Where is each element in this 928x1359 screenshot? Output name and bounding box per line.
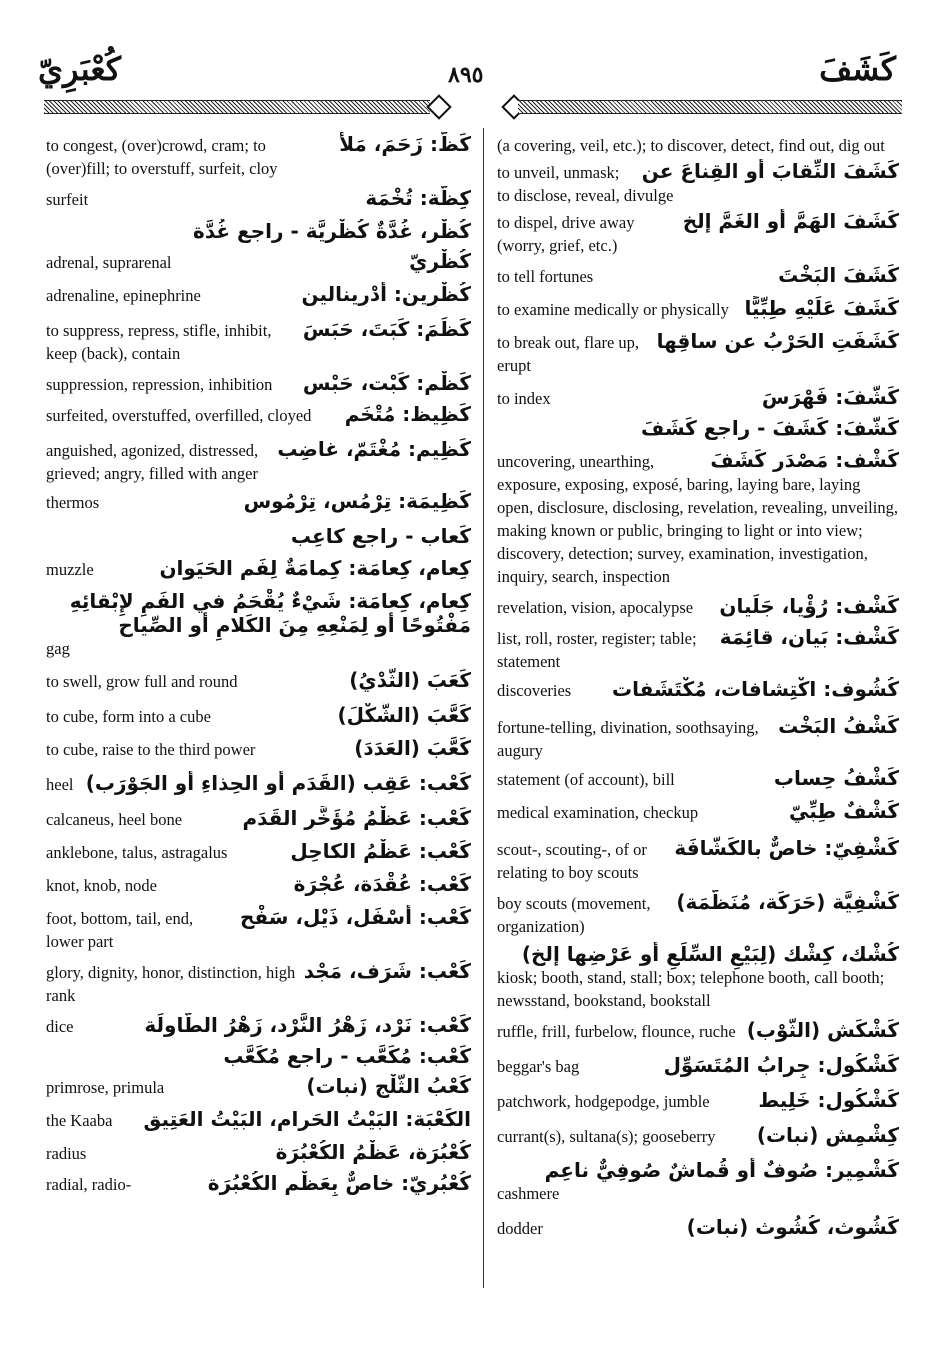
english-definition: (a covering, veil, etc.); to discover, detect, find out, dig out: [497, 136, 885, 155]
english-definition: beggar's bag: [497, 1057, 580, 1076]
arabic-headword: كَظْم: كَبْت، حَبْس: [302, 371, 471, 395]
arabic-headword: كَظِيظ: مُتْخَم: [344, 402, 471, 426]
dictionary-entry: [46, 736, 471, 761]
english-definition: radial, radio-: [46, 1175, 132, 1194]
dictionary-entry: [46, 806, 471, 831]
dictionary-entry: [46, 1171, 471, 1196]
column-divider: [483, 128, 484, 1288]
dictionary-entry: [497, 890, 899, 938]
english-definition: cashmere: [497, 1184, 560, 1203]
arabic-headword: كُعْبُرَة، عَظْمُ الكُعْبُرَة: [275, 1140, 471, 1164]
english-definition: glory, dignity, honor, distinction, high rank: [46, 963, 296, 1005]
english-definition: to break out, flare up, erupt: [497, 333, 640, 375]
arabic-headword: كَشْفِيّ: خاصٌّ بالكَشّافَة: [674, 836, 899, 860]
arabic-headword: كَشَفَ الهَمَّ أو الغَمَّ إلخ: [682, 209, 899, 233]
arabic-headword: كِعام، كِعامَة: كِمامَةٌ لِفَمِ الحَيَوان: [159, 556, 471, 580]
dictionary-entry: [46, 703, 471, 728]
header-rule-right: [518, 100, 902, 114]
arabic-headword: كَشَفَ البَخْتَ: [778, 263, 899, 287]
dictionary-entry: [497, 625, 899, 673]
dictionary-entry: [497, 594, 899, 619]
arabic-headword: كَشَّفَ: كَشَفَ - راجع كَشَفَ: [641, 416, 899, 440]
arabic-headword: كَظَّ: زَحَمَ، مَلأَ: [339, 132, 471, 156]
english-definition: anklebone, talus, astragalus: [46, 843, 228, 862]
arabic-headword: كَعَّبَ (العَدَدَ): [354, 736, 471, 760]
arabic-headword: كَشْفِيَّة (حَرَكَة، مُنَظَّمَة): [676, 890, 899, 914]
english-definition: discoveries: [497, 681, 572, 700]
english-definition: surfeited, overstuffed, overfilled, cloyed: [46, 406, 312, 425]
dictionary-entry: [46, 524, 471, 548]
english-definition: to cube, form into a cube: [46, 707, 211, 726]
dictionary-entry: [46, 1140, 471, 1165]
arabic-headword: كَعَبَ (الثَّدْيُ): [349, 668, 471, 692]
english-definition: primrose, primula: [46, 1078, 165, 1097]
dictionary-entry: [46, 437, 471, 485]
dictionary-entry: [497, 296, 899, 321]
english-definition: to unveil, unmask; to disclose, reveal, divulge: [497, 163, 674, 205]
arabic-headword: كَشْكَش (الثَّوْب): [746, 1018, 899, 1042]
page-number: ٨٩٥: [448, 62, 484, 88]
dictionary-entry: [46, 132, 471, 180]
english-definition: to dispel, drive away (worry, grief, etc.): [497, 213, 635, 255]
arabic-headword: كَعْب: شَرَف، مَجْد: [303, 959, 471, 983]
arabic-headword: كَعاب - راجع كاعِب: [290, 524, 471, 548]
dictionary-entry: [497, 677, 899, 702]
english-definition: surfeit: [46, 190, 89, 209]
dictionary-entry: [46, 317, 471, 365]
arabic-headword: كَشَفَ عَلَيْهِ طِبِّيًّا: [744, 296, 899, 320]
dictionary-entry: [497, 836, 899, 884]
dictionary-entry: [497, 385, 899, 410]
arabic-headword: كَعَّبَ (الشَّكْلَ): [337, 703, 471, 727]
arabic-headword: كُظْرِيّ: [409, 249, 471, 273]
dictionary-entry: [46, 872, 471, 897]
dictionary-entry: [46, 371, 471, 396]
arabic-headword: كَعْب: أَسْفَل، ذَيْل، سَفْح: [239, 905, 471, 929]
english-definition: ruffle, frill, furbelow, flounce, ruche: [497, 1022, 736, 1041]
dictionary-entry: [497, 714, 899, 762]
arabic-headword: كَشْف: رُؤْيا، جَلَيان: [719, 594, 899, 618]
arabic-headword: كِعام، كِعامَة: شَيْءٌ يُقْحَمُ في الفَمِ لإِبْقائِهِ مَفْتُوحًا أو لِمَنْعِهِ مِنَ الكَلامِ أو الصِّياح: [69, 589, 471, 637]
dictionary-entry: [497, 1053, 899, 1078]
arabic-headword: كُظْر، غُدَّةٌ كُظْرِيَّة - راجع غُدَّة: [193, 219, 471, 243]
dictionary-entry: [497, 209, 899, 257]
dictionary-entry: [46, 589, 471, 660]
arabic-headword: كَعْب: عَقِب (القَدَمِ أو الحِذاءِ أو الجَوْرَب): [85, 771, 471, 795]
arabic-headword: كَشْكُول: خَلِيط: [758, 1088, 899, 1112]
english-definition: statement (of account), bill: [497, 770, 675, 789]
arabic-headword: كُشُوف: اكْتِشافات، مُكْتَشَفات: [611, 677, 899, 701]
english-definition: list, roll, roster, register; table; statement: [497, 629, 697, 671]
arabic-headword: كُظْرِين: أَدْرِينالين: [301, 282, 471, 306]
dictionary-entry: [46, 282, 471, 307]
dictionary-entry: [46, 556, 471, 581]
dictionary-entry: [46, 1074, 471, 1099]
english-definition: muzzle: [46, 560, 94, 579]
arabic-headword: كَشْف: مَصْدَر كَشَفَ: [710, 448, 899, 472]
dictionary-entry: [497, 416, 899, 440]
english-definition: to swell, grow full and round: [46, 672, 238, 691]
english-definition: calcaneus, heel bone: [46, 810, 183, 829]
english-definition: knot, knob, node: [46, 876, 157, 895]
arabic-headword: كَشُوث، كُشُوث (نبات): [686, 1215, 899, 1239]
arabic-headword: كَعْب: مُكَعَّب - راجع مُكَعَّب: [223, 1044, 471, 1068]
dictionary-entry: [46, 668, 471, 693]
arabic-headword: كَظِيم: مُغْتَمّ، غاضِب: [277, 437, 471, 461]
arabic-headword: كَشَفَ النِّقابَ أو القِناعَ عن: [641, 159, 899, 183]
english-definition: thermos: [46, 493, 100, 512]
arabic-headword: كَعْب: نَرْد، زَهْرُ النَّرْد، زَهْرُ الطّاوِلَة: [144, 1013, 471, 1037]
dictionary-entry: [46, 1107, 471, 1132]
english-definition: foot, bottom, tail, end, lower part: [46, 909, 194, 951]
dictionary-entry: [497, 799, 899, 824]
arabic-headword: كِشْمِش (نبات): [756, 1123, 899, 1147]
arabic-headword: كَعْب: عَظْمُ الكاحِل: [290, 839, 471, 863]
arabic-headword: كَشَفَتِ الحَرْبُ عن ساقِها: [656, 329, 899, 353]
dictionary-entry: [497, 1018, 899, 1043]
left-column: [46, 132, 471, 1196]
english-definition: dodder: [497, 1219, 543, 1238]
dictionary-entry: [46, 1044, 471, 1068]
arabic-headword: كَشْكُول: جِرابُ المُتَسَوِّل: [663, 1053, 899, 1077]
dictionary-entry: [497, 1088, 899, 1113]
arabic-headword: كُعْبُرِيّ: خاصٌّ بِعَظْمِ الكُعْبُرَة: [207, 1171, 471, 1195]
english-definition: radius: [46, 1144, 87, 1163]
guide-word-right: كَشَفَ: [819, 50, 896, 88]
english-definition: patchwork, hodgepodge, jumble: [497, 1092, 710, 1111]
english-definition: fortune-telling, divination, soothsaying, augury: [497, 718, 759, 760]
arabic-headword: كَشَّفَ: فَهْرَسَ: [761, 385, 899, 409]
arabic-headword: كَشْفُ حِساب: [773, 766, 899, 790]
arabic-headword: كَشْف: بَيان، قائِمَة: [719, 625, 899, 649]
dictionary-entry: [497, 766, 899, 791]
dictionary-entry: [497, 1158, 899, 1205]
dictionary-entry: [497, 329, 899, 377]
english-definition: currant(s), sultana(s); gooseberry: [497, 1127, 716, 1146]
guide-word-left: كُعْبَرِيّ: [38, 50, 122, 88]
english-definition: adrenaline, epinephrine: [46, 286, 201, 305]
english-definition: dice: [46, 1017, 74, 1036]
arabic-headword: كِظَّة: تُخْمَة: [365, 186, 471, 210]
english-definition: anguished, agonized, distressed, grieved; angry, filled with anger: [46, 441, 259, 483]
arabic-headword: كَعْب: عُقْدَة، عُجْرَة: [293, 872, 471, 896]
dictionary-entry: [497, 448, 899, 588]
english-definition: to examine medically or physically: [497, 300, 729, 319]
arabic-headword: كَعْب: عَظْمُ مُؤَخَّرِ القَدَم: [242, 806, 471, 830]
english-definition: to tell fortunes: [497, 267, 594, 286]
arabic-headword: كَشْفُ البَخْت: [778, 714, 899, 738]
dictionary-entry: [497, 942, 899, 1012]
dictionary-entry: [497, 1215, 899, 1240]
page-header: [0, 0, 928, 120]
english-definition: to suppress, repress, stifle, inhibit, keep (back), contain: [46, 321, 272, 363]
english-definition: heel: [46, 775, 74, 794]
english-definition: to index: [497, 389, 551, 408]
english-definition: uncovering, unearthing, exposure, exposing, exposé, baring, laying bare, laying open, disclosure, disclosing, revelation, revealing, unveiling, making known or public, bringing to light or into view; discovery, detection; survey, examination, investigation, inquiry, search, inspection: [497, 452, 898, 586]
dictionary-entry: [46, 489, 471, 514]
dictionary-entry: [46, 959, 471, 1007]
dictionary-entry: [497, 132, 899, 157]
arabic-headword: كَشْمِير: صُوفٌ أو قُماشٌ صُوفِيٌّ ناعِم: [544, 1158, 899, 1182]
arabic-headword: كَشْفٌ طِبِّيّ: [789, 799, 899, 823]
english-definition: gag: [46, 639, 70, 658]
english-definition: adrenal, suprarenal: [46, 253, 172, 272]
dictionary-entry: [497, 1123, 899, 1148]
dictionary-entry: [46, 771, 471, 796]
dictionary-entry: [46, 839, 471, 864]
english-definition: scout-, scouting-, of or relating to boy scouts: [497, 840, 647, 882]
dictionary-entry: [46, 905, 471, 953]
dictionary-entry: [497, 159, 899, 207]
dictionary-entry: [497, 263, 899, 288]
dictionary-entry: [46, 186, 471, 211]
arabic-headword: الكَعْبَة: البَيْتُ الحَرام، البَيْتُ العَتِيق: [143, 1107, 471, 1131]
arabic-headword: كَعْبُ الثَّلْج (نبات): [306, 1074, 471, 1098]
dictionary-entry: [46, 219, 471, 243]
english-definition: suppression, repression, inhibition: [46, 375, 273, 394]
arabic-headword: كُشْك، كِشْك (لِبَيْعِ السِّلَعِ أو عَرْضِها إلخ): [521, 942, 899, 966]
header-rule-left: [44, 100, 430, 114]
dictionary-entry: [46, 1013, 471, 1038]
english-definition: kiosk; booth, stand, stall; box; telephone booth, call booth; newsstand, bookstand, bookstall: [497, 968, 885, 1010]
english-definition: revelation, vision, apocalypse: [497, 598, 694, 617]
dictionary-entry: [46, 402, 471, 427]
english-definition: medical examination, checkup: [497, 803, 699, 822]
english-definition: the Kaaba: [46, 1111, 113, 1130]
diamond-ornament-icon: [426, 94, 451, 119]
dictionary-entry: [46, 249, 471, 274]
english-definition: boy scouts (movement, organization): [497, 894, 651, 936]
english-definition: to cube, raise to the third power: [46, 740, 256, 759]
arabic-headword: كَظِيمَة: تِرْمُس، تِرْمُوس: [243, 489, 471, 513]
arabic-headword: كَظَمَ: كَبَتَ، حَبَسَ: [302, 317, 471, 341]
right-column: [497, 132, 899, 1240]
english-definition: to congest, (over)crowd, cram; to (over)fill; to overstuff, surfeit, cloy: [46, 136, 278, 178]
